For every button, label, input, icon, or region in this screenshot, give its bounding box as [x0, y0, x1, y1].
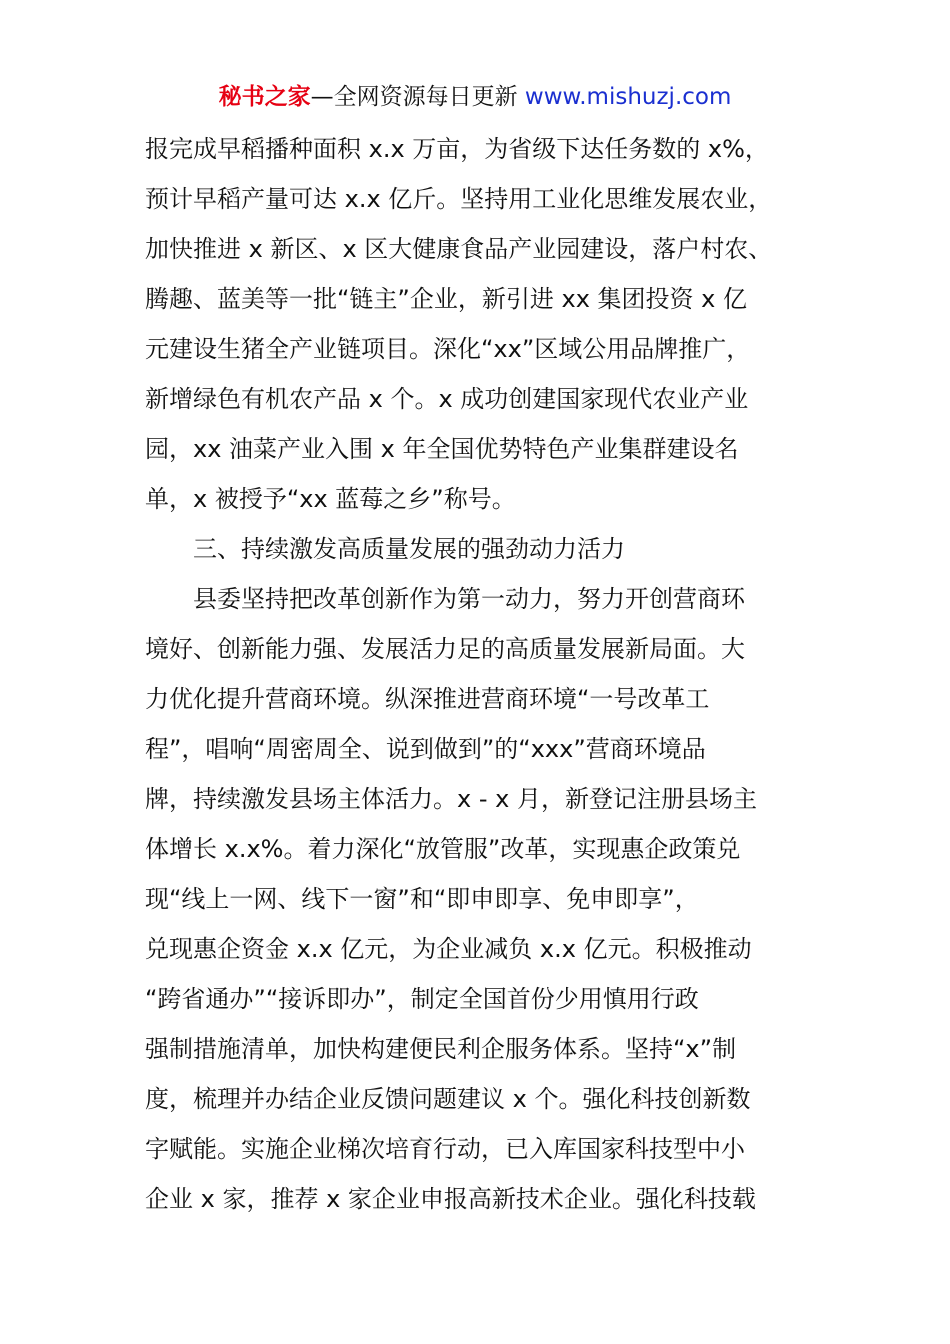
text-line: 兑现惠企资金 x.x 亿元，为企业减负 x.x 亿元。积极推动	[145, 935, 752, 963]
text-line: 报完成早稻播种面积 x.x 万亩，为省级下达任务数的 x%，	[145, 135, 769, 163]
text-line: 加快推进 x 新区、x 区大健康食品产业园建设，落户村农、	[145, 235, 773, 263]
text-line: 体增长 x.x%。着力深化“放管服”改革，实现惠企政策兑	[145, 835, 741, 863]
text-line: “跨省通办”“接诉即办”，制定全国首份少用慎用行政	[145, 985, 699, 1013]
text-line: 度，梳理并办结企业反馈问题建议 x 个。强化科技创新数	[145, 1085, 751, 1113]
text-line: 新增绿色有机农产品 x 个。x 成功创建国家现代农业产业	[145, 385, 749, 413]
text-line: 腾趣、蓝美等一批“链主”企业，新引进 xx 集团投资 x 亿	[145, 285, 747, 313]
text-line: 程”，唱响“周密周全、说到做到”的“xxx”营商环境品	[145, 735, 706, 763]
text-line: 预计早稻产量可达 x.x 亿斤。坚持用工业化思维发展农业，	[145, 185, 773, 213]
site-url[interactable]: www.mishuzj.com	[524, 84, 732, 110]
text-line: 字赋能。实施企业梯次培育行动，已入库国家科技型中小	[145, 1135, 745, 1163]
site-header	[0, 80, 950, 114]
site-tagline: —全网资源每日更新	[310, 84, 518, 110]
document-body	[145, 124, 825, 1224]
text-line: 力优化提升营商环境。纵深推进营商环境“一号改革工	[145, 685, 710, 713]
text-line: 牌，持续激发县场主体活力。x - x 月，新登记注册县场主	[145, 785, 757, 813]
text-line: 强制措施清单，加快构建便民利企服务体系。坚持“x”制	[145, 1035, 737, 1063]
section-heading: 三、持续激发高质量发展的强劲动力活力	[145, 535, 625, 563]
text-line: 元建设生猪全产业链项目。深化“xx”区域公用品牌推广，	[145, 335, 751, 363]
text-line: 企业 x 家，推荐 x 家企业申报高新技术企业。强化科技载	[145, 1185, 756, 1213]
text-line: 县委坚持把改革创新作为第一动力，努力开创营商环	[145, 585, 745, 613]
text-line: 园，xx 油菜产业入围 x 年全国优势特色产业集群建设名	[145, 435, 739, 463]
text-line: 境好、创新能力强、发展活力足的高质量发展新局面。大	[145, 635, 745, 663]
site-brand: 秘书之家	[218, 84, 311, 110]
text-line: 现“线上一网、线下一窗”和“即申即享、免申即享”，	[145, 885, 699, 913]
text-line: 单，x 被授予“xx 蓝莓之乡”称号。	[145, 485, 516, 513]
